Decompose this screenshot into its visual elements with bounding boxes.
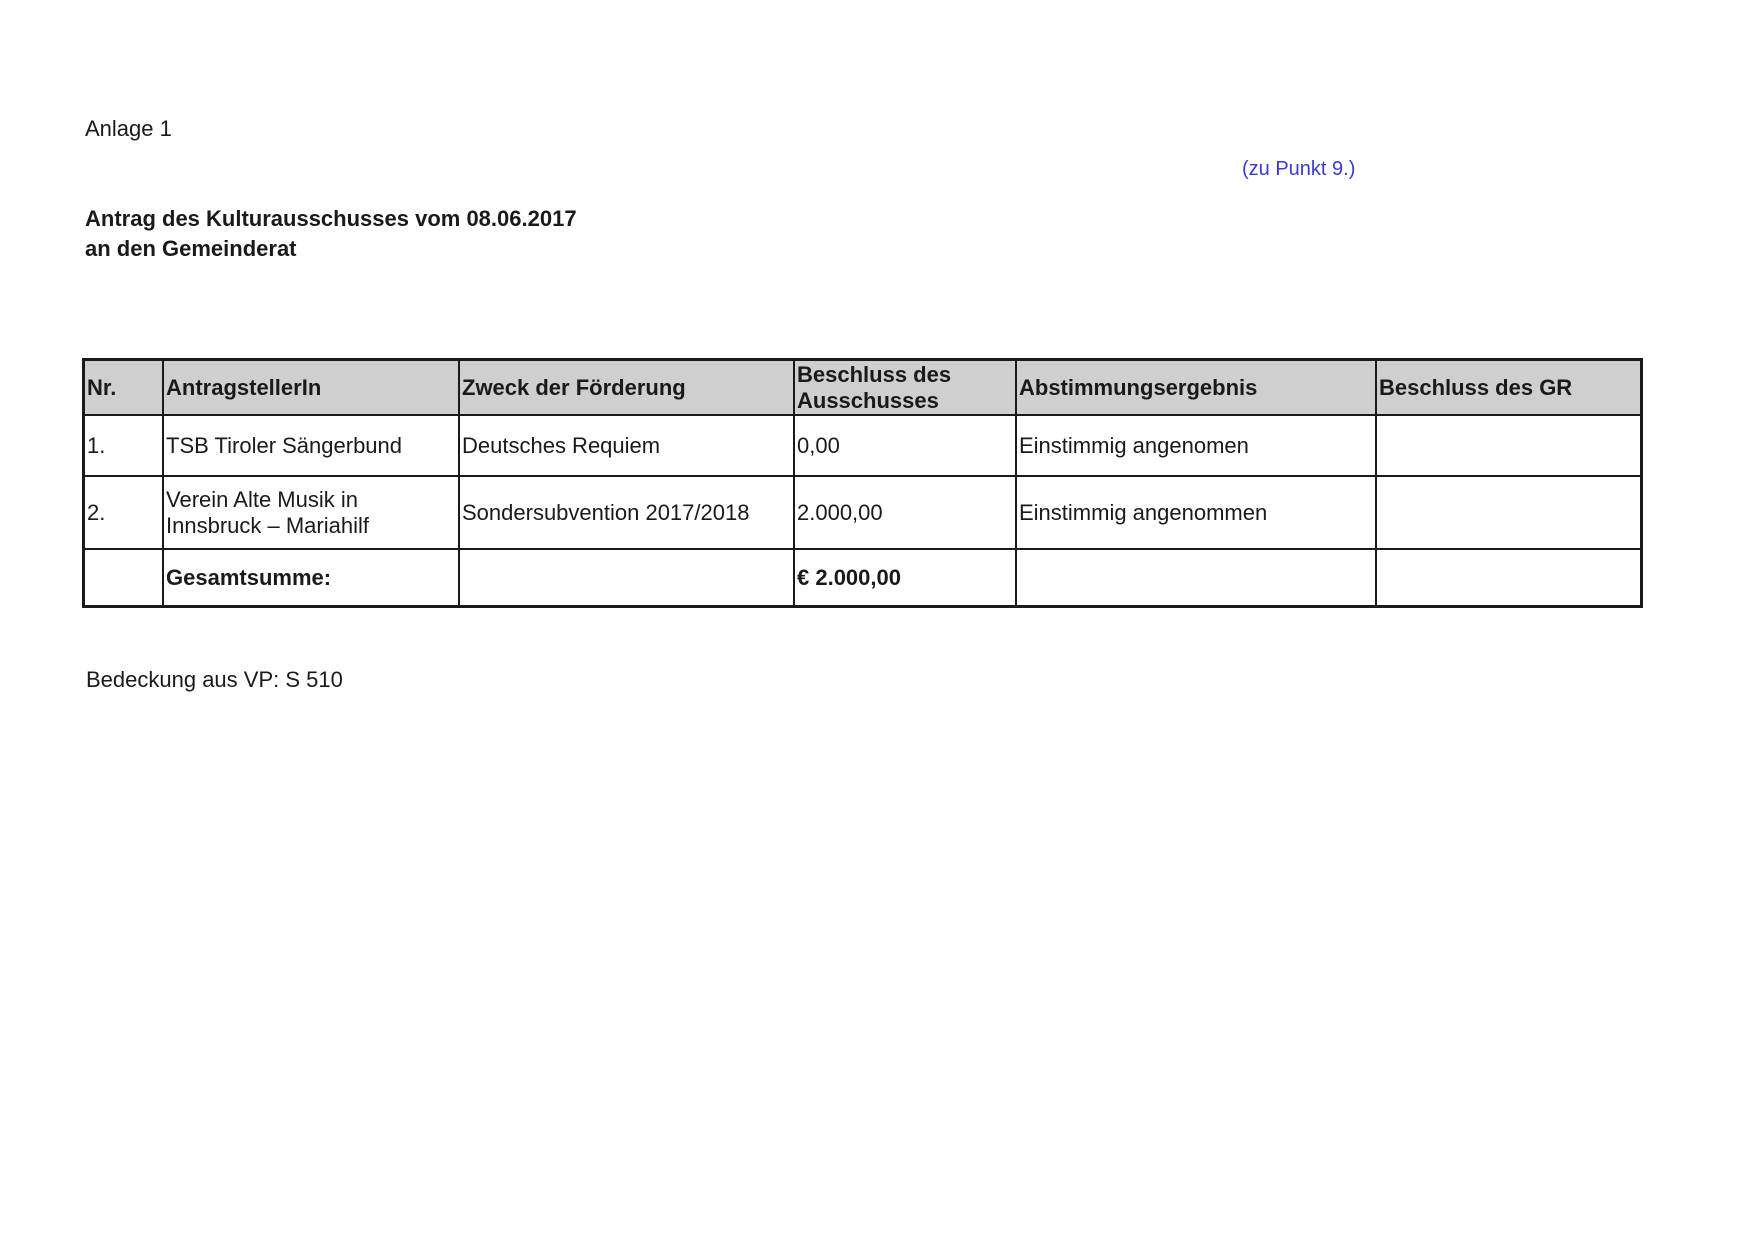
header-zweck: Zweck der Förderung [459,360,794,416]
cell-beschluss: 2.000,00 [794,476,1016,549]
document-heading [85,204,577,264]
cell-beschluss-gr [1376,476,1642,549]
cell-empty [1016,549,1376,607]
table-row [84,476,1642,549]
cell-antragsteller: TSB Tiroler Sängerbund [163,415,459,476]
cell-beschluss-gr [1376,415,1642,476]
cell-empty [1376,549,1642,607]
cell-antragsteller [163,476,459,549]
table-header-row [84,360,1642,416]
coverage-note: Bedeckung aus VP: S 510 [86,667,343,692]
cell-empty [459,549,794,607]
cell-abstimmung: Einstimmig angenommen [1016,476,1376,549]
heading-line-2: an den Gemeinderat [85,236,297,261]
cell-beschluss: 0,00 [794,415,1016,476]
header-beschluss-ausschuss [794,360,1016,416]
grant-table [82,358,1643,608]
cell-abstimmung: Einstimmig angenomen [1016,415,1376,476]
heading-line-1: Antrag des Kulturausschusses vom 08.06.2017 [85,206,577,231]
antragsteller-line-2: Innsbruck – Mariahilf [166,512,369,538]
antragsteller-line-1: Verein Alte Musik in [166,486,358,512]
cell-zweck: Deutsches Requiem [459,415,794,476]
cell-nr: 2. [84,476,164,549]
agenda-reference: (zu Punkt 9.) [1242,158,1356,180]
header-beschluss-gr: Beschluss des GR [1376,360,1642,416]
cell-empty [84,549,164,607]
header-beschluss-line-2: Ausschusses [797,387,939,413]
header-antragsteller: AntragstellerIn [163,360,459,416]
attachment-label: Anlage 1 [85,116,172,141]
table-total-row [84,549,1642,607]
header-beschluss-line-1: Beschluss des [797,361,952,387]
cell-nr: 1. [84,415,164,476]
total-amount: € 2.000,00 [794,549,1016,607]
total-label: Gesamtsumme: [163,549,459,607]
cell-zweck: Sondersubvention 2017/2018 [459,476,794,549]
header-nr: Nr. [84,360,164,416]
table-row [84,415,1642,476]
header-abstimmung: Abstimmungsergebnis [1016,360,1376,416]
